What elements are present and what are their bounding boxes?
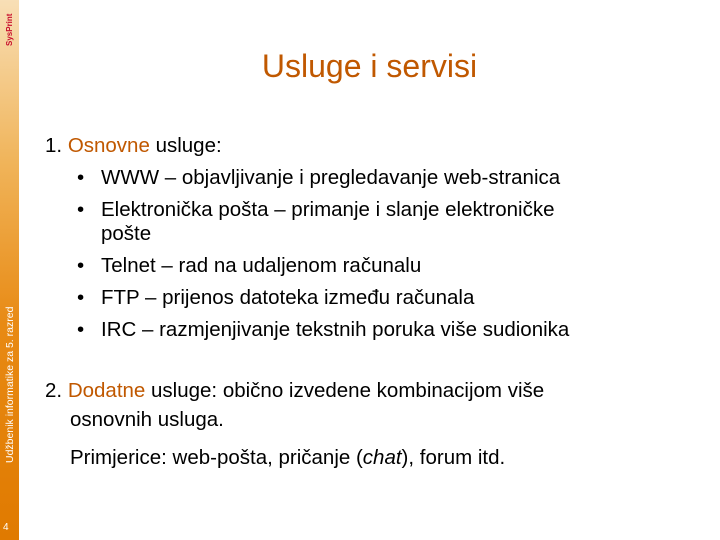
item-1-bullet-list	[45, 162, 705, 346]
bullet-icon: •	[77, 166, 85, 189]
slide-title: Usluge i servisi	[261, 48, 478, 84]
item-1-heading	[45, 130, 705, 162]
item-1-rest: usluge:	[149, 134, 222, 157]
bullet-text: Telnet – rad na udaljenom računalu	[101, 254, 422, 277]
bullet-text: WWW – objavljivanje i pregledavanje web-stranica	[101, 166, 561, 189]
page-number: 4	[3, 522, 9, 533]
item-2-rest: usluge: obično izvedene kombinacijom više	[145, 379, 545, 402]
examples-prefix: Primjerice: web-pošta, pričanje (	[70, 446, 363, 469]
sidebar	[0, 0, 19, 540]
list-item	[45, 314, 705, 346]
item-2	[45, 376, 705, 474]
list-item	[45, 250, 705, 282]
item-1-number: 1.	[45, 134, 63, 157]
item-2-keyword: Dodatne	[67, 379, 146, 402]
bullet-text: IRC – razmjenjivanje tekstnih poruka više sudionika	[101, 318, 570, 341]
list-item	[45, 194, 705, 226]
examples-suffix: ), forum itd.	[401, 446, 506, 469]
bullet-icon: •	[77, 254, 85, 277]
list-item	[45, 162, 705, 194]
bullet-icon: •	[77, 286, 85, 309]
bullet-text: Elektronička pošta – primanje i slanje elektroničke	[101, 198, 555, 221]
list-item	[45, 282, 705, 314]
examples-italic: chat	[362, 446, 402, 469]
bullet-continuation: pošte	[101, 222, 152, 245]
item-1-keyword: Osnovne	[67, 134, 150, 157]
item-2-line-2: osnovnih usluga.	[70, 408, 224, 431]
bullet-text: FTP – prijenos datoteka između računala	[101, 286, 475, 309]
publisher-logo	[1, 4, 18, 44]
sidebar-caption: Udžbenik informatike za 5. razred	[4, 306, 16, 463]
bullet-icon: •	[77, 198, 85, 221]
bullet-icon: •	[77, 318, 85, 341]
item-2-line-3	[45, 442, 705, 474]
slide-content	[45, 130, 705, 474]
item-2-number: 2.	[45, 379, 63, 402]
item-2-heading	[45, 376, 705, 406]
logo-text: SysPrint	[5, 13, 14, 46]
